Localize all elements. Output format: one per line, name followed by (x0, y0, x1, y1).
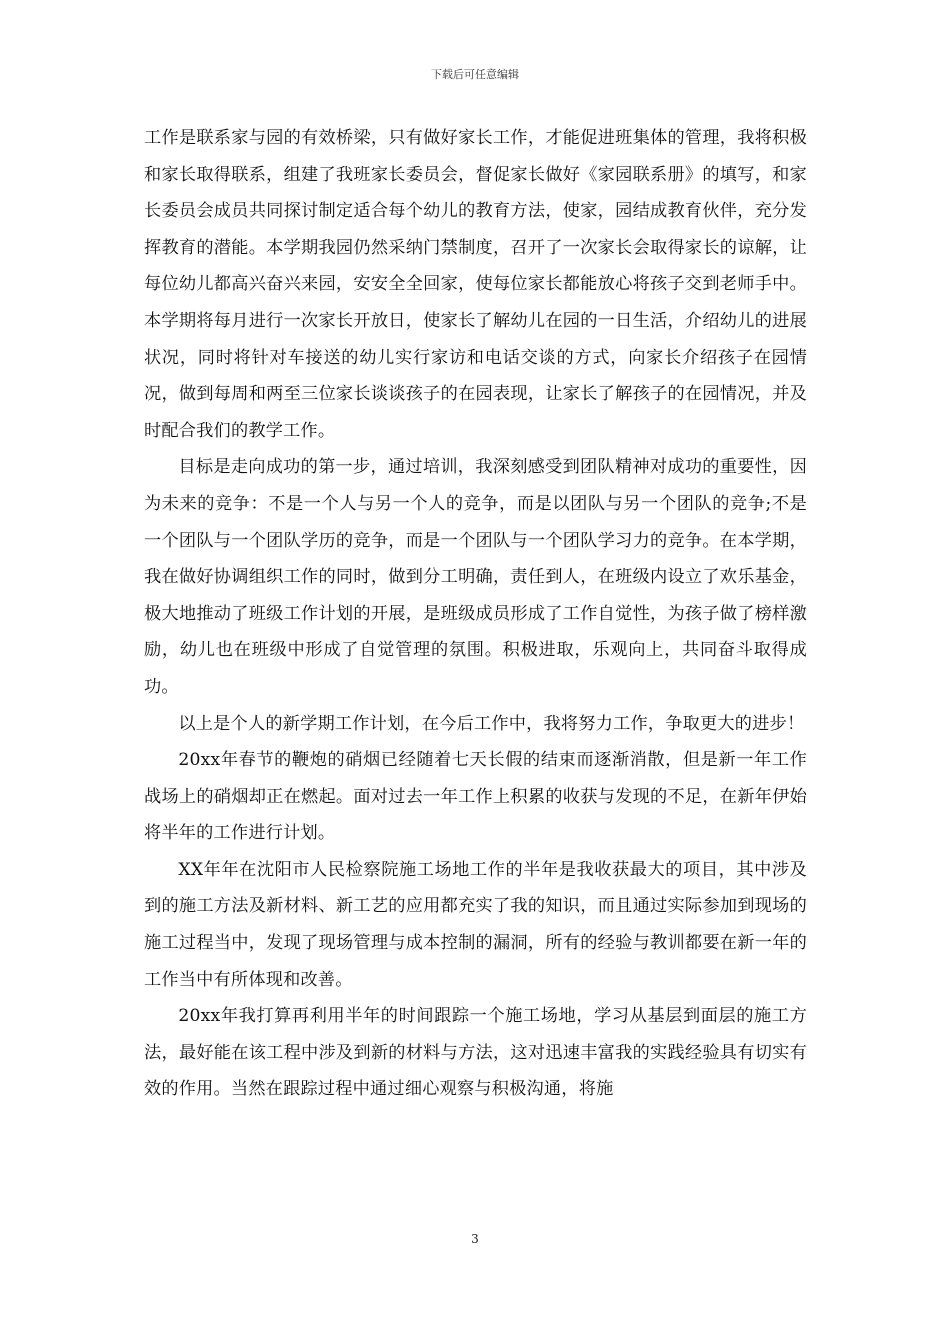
page-number: 3 (471, 1232, 479, 1246)
paragraph: 目标是走向成功的第一步，通过培训，我深刻感受到团队精神对成功的重要性，因为未来的竞争：不是一个人与另一个人的竞争，而是以团队与另一个团队的竞争;不是一个团队与一个团队学历的竞争，而是一个团队与一个团队学习力的竞争。在本学期，我在做好协调组织工作的同时，做到分工明确，责任到人，在班级内设立了欢乐基金，极大地推动了班级工作计划的开展，是班级成员形成了工作自觉性，为孩子做了榜样激励，幼儿也在班级中形成了自觉管理的氛围。积极进取，乐观向上，共同奋斗取得成功。 (144, 457, 807, 697)
paragraph: 以上是个人的新学期工作计划，在今后工作中，我将努力工作，争取更大的进步！ (178, 713, 805, 734)
paragraph: 20xx年我打算再利用半年的时间跟踪一个施工场地，学习从基层到面层的施工方法，最好能在该工程中涉及到新的材料与方法，这对迅速丰富我的实践经验具有切实有效的作用。当然在跟踪过程中通过细心观察与积极沟通，将施 (144, 1006, 807, 1100)
paragraph: XX年年在沈阳市人民检察院施工场地工作的半年是我收获最大的项目，其中涉及到的施工方法及新材料、新工艺的应用都充实了我的知识，而且通过实际参加到现场的施工过程当中，发现了现场管理与成本控制的漏洞，所有的经验与教训都要在新一年的工作当中有所体现和改善。 (144, 859, 807, 990)
paragraph: 20xx年春节的鞭炮的硝烟已经随着七天长假的结束而逐渐消散，但是新一年工作战场上的硝烟却正在燃起。面对过去一年工作上积累的收获与发现的不足，在新年伊始将半年的工作进行计划。 (144, 750, 807, 844)
paragraph: 工作是联系家与园的有效桥梁，只有做好家长工作，才能促进班集体的管理，我将积极和家长取得联系，组建了我班家长委员会，督促家长做好《家园联系册》的填写，和家长委员会成员共同探讨制定适合每个幼儿的教育方法，使家，园结成教育伙伴，充分发挥教育的潜能。本学期我园仍然采纳门禁制度，召开了一次家长会取得家长的谅解，让每位幼儿都高兴奋兴来园，安安全全回家，使每位家长都能放心将孩子交到老师手中。本学期将每月进行一次家长开放日，使家长了解幼儿在园的一日生活，介绍幼儿的进展状况，同时将针对车接送的幼儿实行家访和电话交谈的方式，向家长介绍孩子在园情况，做到每周和两至三位家长谈谈孩子的在园表现，让家长了解孩子的在园情况，并及时配合我们的教学工作。 (144, 128, 807, 441)
page-header: 下载后可任意编辑 (431, 68, 519, 81)
document-body (144, 120, 807, 1108)
